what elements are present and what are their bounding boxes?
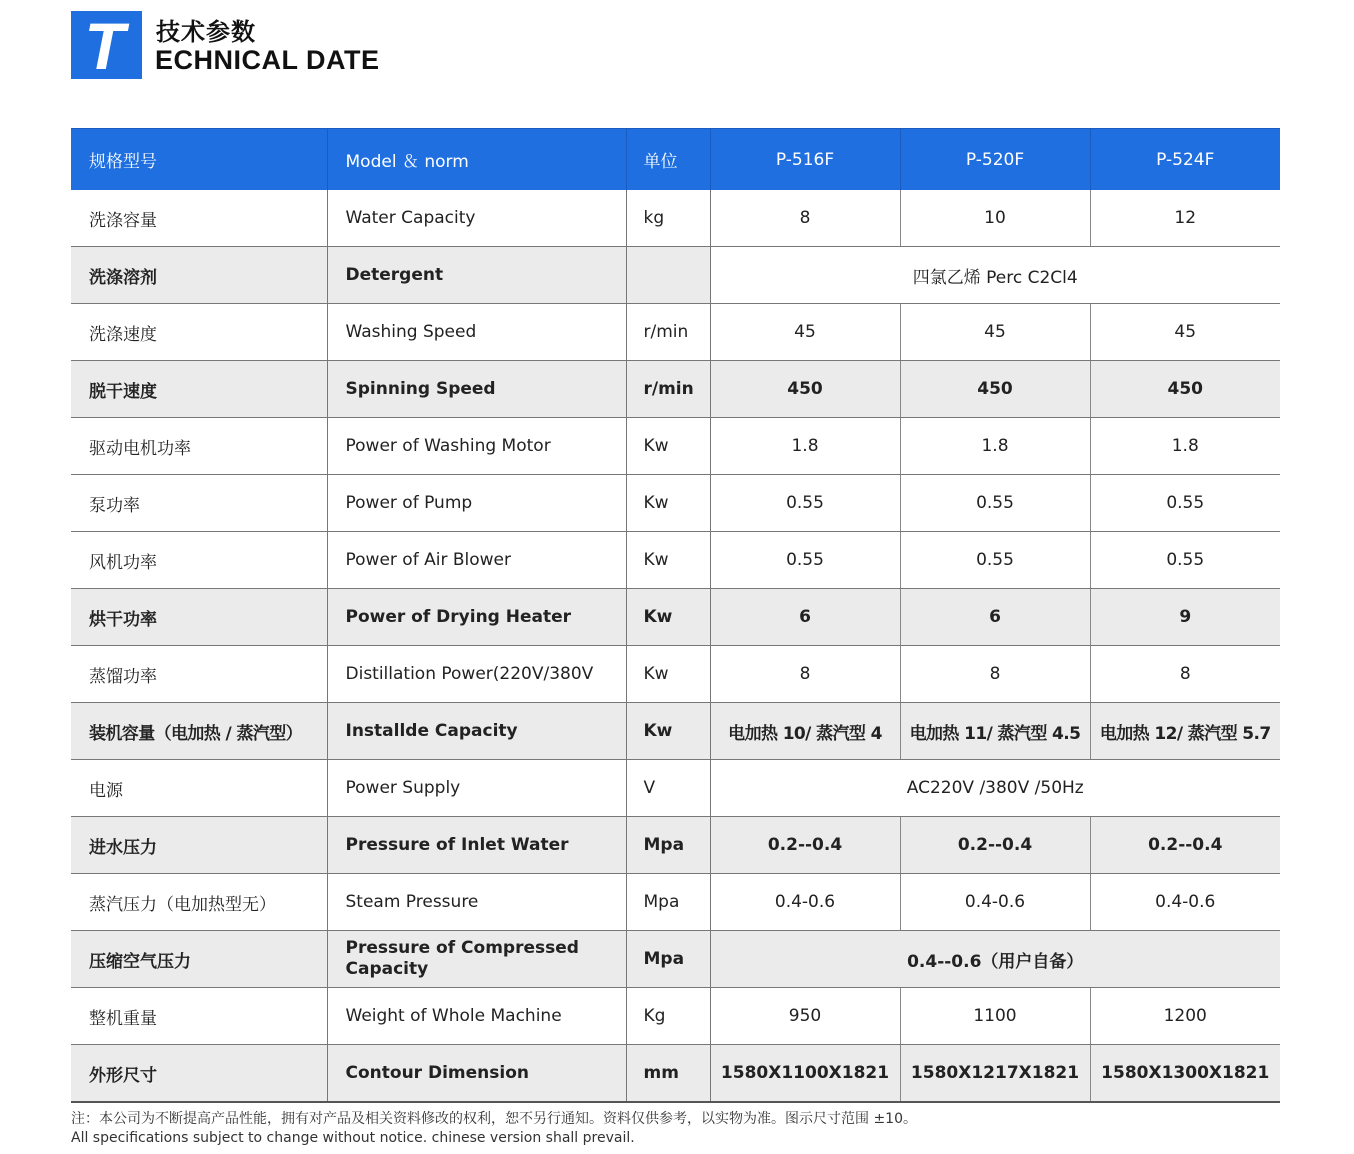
- row-unit: r/min: [626, 304, 710, 361]
- row-label-en: Water Capacity: [327, 190, 626, 247]
- col-header-p520f: P-520F: [900, 129, 1090, 191]
- value-p520f: 电加热 11/ 蒸汽型 4.5: [900, 703, 1090, 760]
- col-header-unit: 单位: [626, 129, 710, 191]
- row-label-en: Weight of Whole Machine: [327, 988, 626, 1045]
- table-row: [71, 475, 1280, 532]
- row-unit: Kw: [626, 589, 710, 646]
- value-p520f: 450: [900, 361, 1090, 418]
- row-unit: r/min: [626, 361, 710, 418]
- table-row: [71, 532, 1280, 589]
- value-p524f: 1.8: [1090, 418, 1280, 475]
- row-unit: Kw: [626, 646, 710, 703]
- row-label-cn: 泵功率: [71, 475, 327, 532]
- row-unit: Kw: [626, 532, 710, 589]
- row-label-en: Pressure of Inlet Water: [327, 817, 626, 874]
- value-p520f: 0.55: [900, 532, 1090, 589]
- row-unit: Kw: [626, 475, 710, 532]
- row-label-en: Power of Washing Motor: [327, 418, 626, 475]
- row-label-en: Installde Capacity: [327, 703, 626, 760]
- row-unit: [626, 247, 710, 304]
- value-p520f: 1.8: [900, 418, 1090, 475]
- col-header-p524f: P-524F: [1090, 129, 1280, 191]
- row-label-cn: 脱干速度: [71, 361, 327, 418]
- value-all-models: 四氯乙烯 Perc C2Cl4: [710, 247, 1280, 304]
- footer-note: [71, 1110, 917, 1148]
- footer-note-cn: 注：本公司为不断提高产品性能，拥有对产品及相关资料修改的权利，恕不另行通知。资料仅供参考，以实物为准。图示尺寸范围 ±10。: [71, 1111, 917, 1127]
- value-p520f: 6: [900, 589, 1090, 646]
- value-p520f: 10: [900, 190, 1090, 247]
- value-p524f: 0.4-0.6: [1090, 874, 1280, 931]
- row-label-cn: 蒸馏功率: [71, 646, 327, 703]
- col-header-p516f: P-516F: [710, 129, 900, 191]
- value-p516f: 电加热 10/ 蒸汽型 4: [710, 703, 900, 760]
- value-p516f: 8: [710, 190, 900, 247]
- row-unit: Kw: [626, 418, 710, 475]
- section-title-en: ECHNICAL DATE: [155, 45, 380, 75]
- value-p524f: 0.55: [1090, 532, 1280, 589]
- table-row: [71, 1045, 1280, 1103]
- col-header-model: Model ＆ norm: [327, 129, 626, 191]
- value-p516f: 6: [710, 589, 900, 646]
- value-p524f: 9: [1090, 589, 1280, 646]
- section-title-cn: 技术参数: [156, 18, 256, 46]
- value-p520f: 1580X1217X1821: [900, 1045, 1090, 1103]
- value-p524f: 1200: [1090, 988, 1280, 1045]
- row-label-cn: 整机重量: [71, 988, 327, 1045]
- row-label-cn: 烘干功率: [71, 589, 327, 646]
- row-label-cn: 电源: [71, 760, 327, 817]
- row-label-en: Contour Dimension: [327, 1045, 626, 1103]
- spec-table: [71, 128, 1280, 1103]
- row-unit: mm: [626, 1045, 710, 1103]
- value-p524f: 8: [1090, 646, 1280, 703]
- logo-t-box: [71, 9, 142, 83]
- row-label-en: Steam Pressure: [327, 874, 626, 931]
- logo-letter: T: [84, 9, 125, 83]
- value-p524f: 450: [1090, 361, 1280, 418]
- value-p516f: 8: [710, 646, 900, 703]
- row-label-en: Power Supply: [327, 760, 626, 817]
- row-label-en: Power of Pump: [327, 475, 626, 532]
- value-p520f: 45: [900, 304, 1090, 361]
- value-p516f: 45: [710, 304, 900, 361]
- row-unit: Mpa: [626, 931, 710, 988]
- row-label-en: Detergent: [327, 247, 626, 304]
- row-label-en: Power of Air Blower: [327, 532, 626, 589]
- row-label-cn: 装机容量（电加热 / 蒸汽型）: [71, 703, 327, 760]
- value-p516f: 450: [710, 361, 900, 418]
- col-header-spec-cn: 规格型号: [71, 129, 327, 191]
- value-p516f: 0.4-0.6: [710, 874, 900, 931]
- value-all-models: AC220V /380V /50Hz: [710, 760, 1280, 817]
- row-label-cn: 洗涤容量: [71, 190, 327, 247]
- row-unit: V: [626, 760, 710, 817]
- value-p520f: 1100: [900, 988, 1090, 1045]
- row-label-en: Pressure of Compressed Capacity: [327, 931, 626, 988]
- value-p516f: 950: [710, 988, 900, 1045]
- row-unit: Kg: [626, 988, 710, 1045]
- value-p524f: 12: [1090, 190, 1280, 247]
- value-p524f: 0.55: [1090, 475, 1280, 532]
- table-row: [71, 988, 1280, 1045]
- row-unit: Mpa: [626, 817, 710, 874]
- row-label-cn: 压缩空气压力: [71, 931, 327, 988]
- table-row: [71, 418, 1280, 475]
- value-p520f: 0.4-0.6: [900, 874, 1090, 931]
- table-row: [71, 931, 1280, 988]
- value-p516f: 1.8: [710, 418, 900, 475]
- row-label-cn: 风机功率: [71, 532, 327, 589]
- row-label-en: Spinning Speed: [327, 361, 626, 418]
- table-row: [71, 760, 1280, 817]
- value-p524f: 1580X1300X1821: [1090, 1045, 1280, 1103]
- row-label-cn: 洗涤速度: [71, 304, 327, 361]
- row-label-en: Power of Drying Heater: [327, 589, 626, 646]
- value-p524f: 电加热 12/ 蒸汽型 5.7: [1090, 703, 1280, 760]
- table-row: [71, 304, 1280, 361]
- value-p524f: 0.2--0.4: [1090, 817, 1280, 874]
- row-label-cn: 外形尺寸: [71, 1045, 327, 1103]
- table-row: [71, 589, 1280, 646]
- table-header-row: [71, 129, 1280, 191]
- value-p524f: 45: [1090, 304, 1280, 361]
- value-p516f: 0.55: [710, 475, 900, 532]
- value-p520f: 8: [900, 646, 1090, 703]
- value-p520f: 0.55: [900, 475, 1090, 532]
- row-unit: kg: [626, 190, 710, 247]
- value-p516f: 0.2--0.4: [710, 817, 900, 874]
- table-row: [71, 247, 1280, 304]
- value-all-models: 0.4--0.6（用户自备）: [710, 931, 1280, 988]
- table-row: [71, 874, 1280, 931]
- row-label-cn: 进水压力: [71, 817, 327, 874]
- value-p516f: 1580X1100X1821: [710, 1045, 900, 1103]
- row-label-cn: 洗涤溶剂: [71, 247, 327, 304]
- table-row: [71, 646, 1280, 703]
- row-label-en: Washing Speed: [327, 304, 626, 361]
- value-p516f: 0.55: [710, 532, 900, 589]
- row-label-cn: 蒸汽压力（电加热型无）: [71, 874, 327, 931]
- row-unit: Mpa: [626, 874, 710, 931]
- row-unit: Kw: [626, 703, 710, 760]
- table-row: [71, 190, 1280, 247]
- row-label-en: Distillation Power(220V/380V: [327, 646, 626, 703]
- row-label-cn: 驱动电机功率: [71, 418, 327, 475]
- table-row: [71, 361, 1280, 418]
- footer-note-en: All specifications subject to change without notice. chinese version shall prevail.: [71, 1130, 635, 1146]
- table-row: [71, 817, 1280, 874]
- value-p520f: 0.2--0.4: [900, 817, 1090, 874]
- table-row: [71, 703, 1280, 760]
